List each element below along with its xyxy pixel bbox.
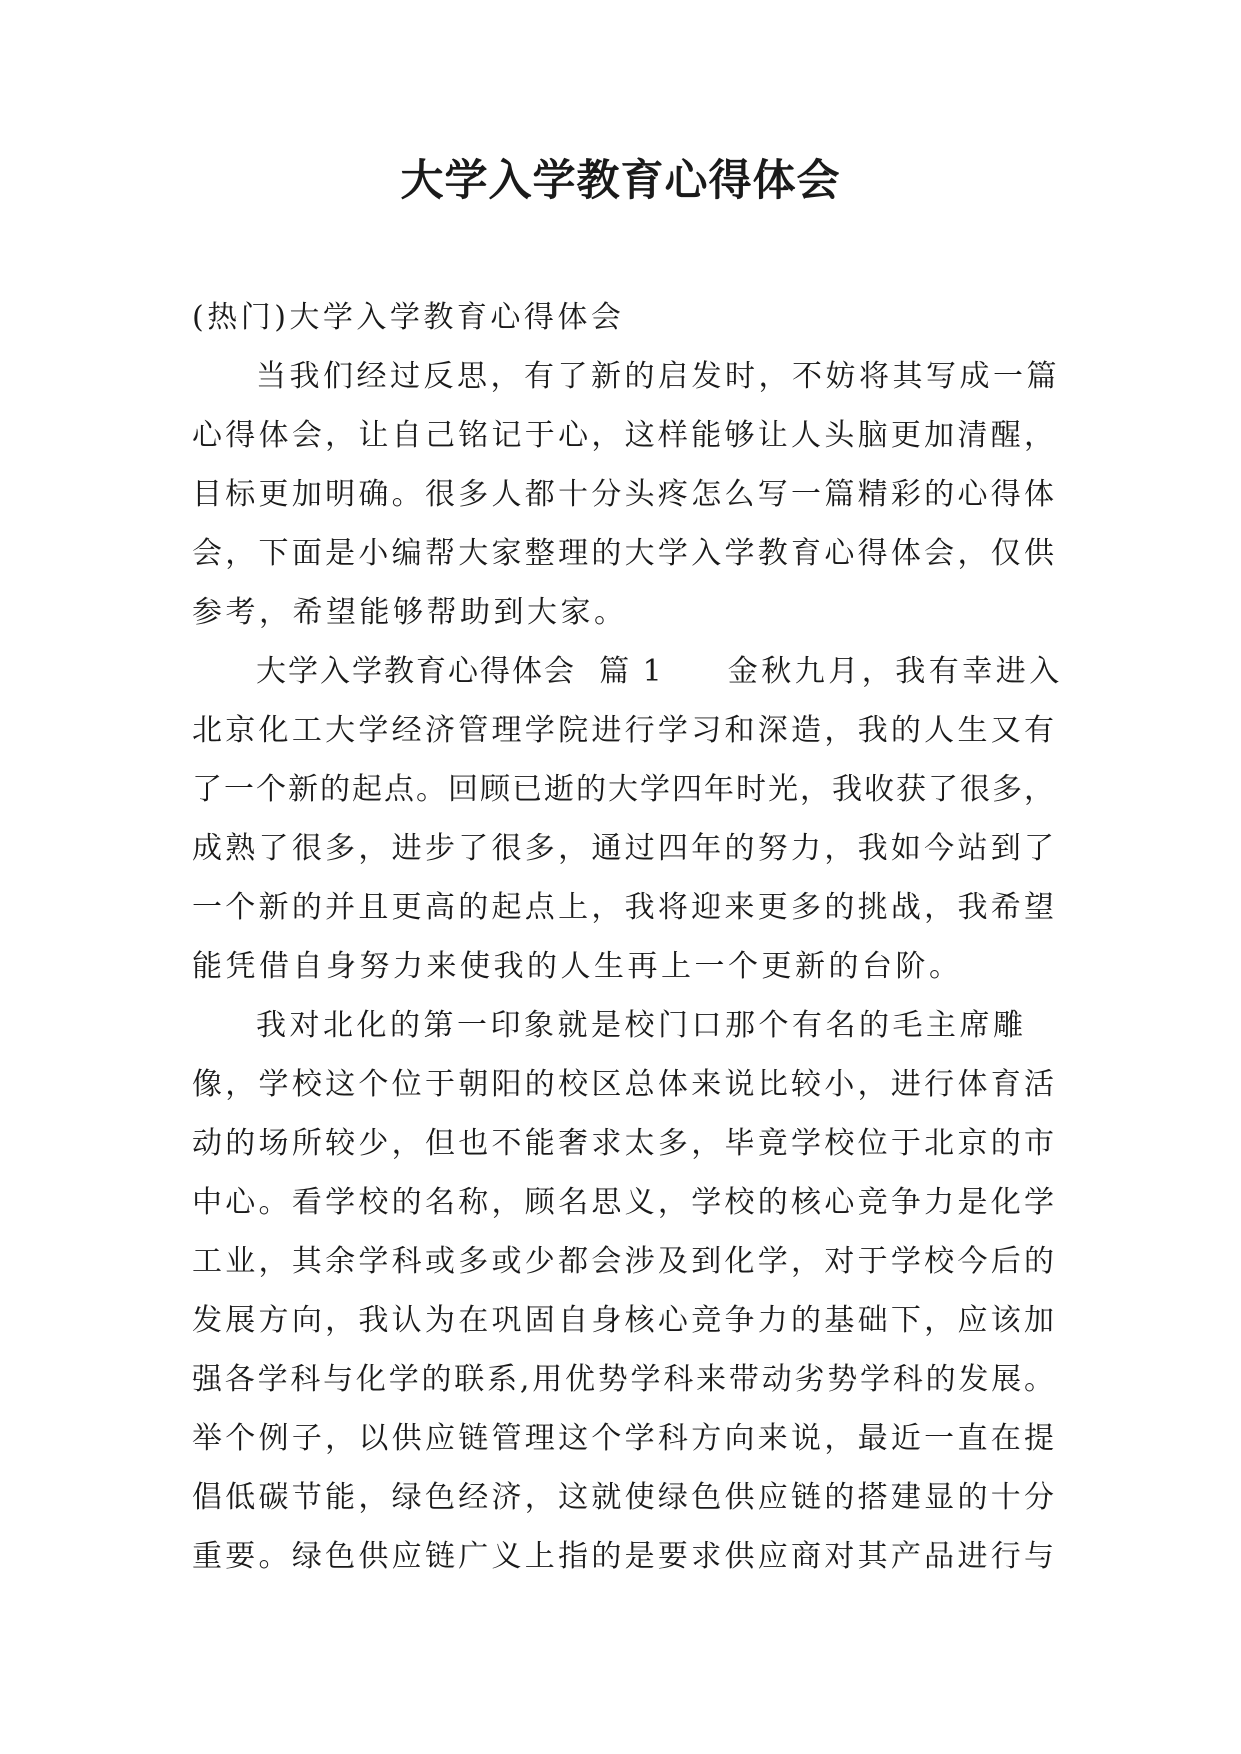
para2-line-3: 了一个新的起点。回顾已逝的大学四年时光，我收获了很多， — [192, 772, 1054, 807]
para3-line-9: 倡低碳节能，绿色经济，这就使绿色供应链的搭建显的十分 — [192, 1480, 1054, 1515]
section-first-text: 金秋九月，我有幸进入 — [727, 654, 1063, 689]
document-body — [192, 288, 1063, 1586]
para3-line-8: 举个例子，以供应链管理这个学科方向来说，最近一直在提 — [192, 1421, 1054, 1456]
para1-line-1: 当我们经过反思，有了新的启发时，不妨将其写成一篇 — [256, 359, 1060, 394]
para3-line-6: 发展方向，我认为在巩固自身核心竞争力的基础下，应该加 — [192, 1303, 1054, 1338]
para1-line-4: 会，下面是小编帮大家整理的大学入学教育心得体会，仅供 — [192, 536, 1054, 571]
para3-line-3: 动的场所较少，但也不能奢求太多，毕竟学校位于北京的市 — [192, 1126, 1054, 1161]
para3-line-4: 中心。看学校的名称，顾名思义，学校的核心竞争力是化学 — [192, 1185, 1054, 1220]
para3-line-1: 我对北化的第一印象就是校门口那个有名的毛主席雕 — [256, 1008, 1027, 1043]
para2-line-5: 一个新的并且更高的起点上，我将迎来更多的挑战，我希望 — [192, 890, 1054, 925]
para1-line-3: 目标更加明确。很多人都十分头疼怎么写一篇精彩的心得体 — [192, 477, 1054, 512]
para2-line-2: 北京化工大学经济管理学院进行学习和深造，我的人生又有 — [192, 713, 1054, 748]
para1-line-2: 心得体会，让自己铭记于心，这样能够让人头脑更加清醒， — [192, 418, 1054, 453]
section-heading: 大学入学教育心得体会 篇 1 — [256, 654, 664, 689]
para3-line-10: 重要。绿色供应链广义上指的是要求供应商对其产品进行与 — [192, 1539, 1054, 1574]
para1-line-5: 参考，希望能够帮助到大家。 — [192, 595, 628, 630]
para2-line-4: 成熟了很多，进步了很多，通过四年的努力，我如今站到了 — [192, 831, 1054, 866]
para3-line-2: 像，学校这个位于朝阳的校区总体来说比较小，进行体育活 — [192, 1067, 1054, 1102]
subtitle-line: (热门)大学入学教育心得体会 — [192, 300, 625, 335]
para3-line-7: 强各学科与化学的联系,用优势学科来带动劣势学科的发展。 — [192, 1362, 1054, 1397]
document-title: 大学入学教育心得体会 — [400, 156, 841, 206]
para2-line-6: 能凭借自身努力来使我的人生再上一个更新的台阶。 — [192, 949, 963, 984]
section-heading-line — [192, 642, 1063, 701]
para3-line-5: 工业，其余学科或多或少都会涉及到化学，对于学校今后的 — [192, 1244, 1054, 1279]
